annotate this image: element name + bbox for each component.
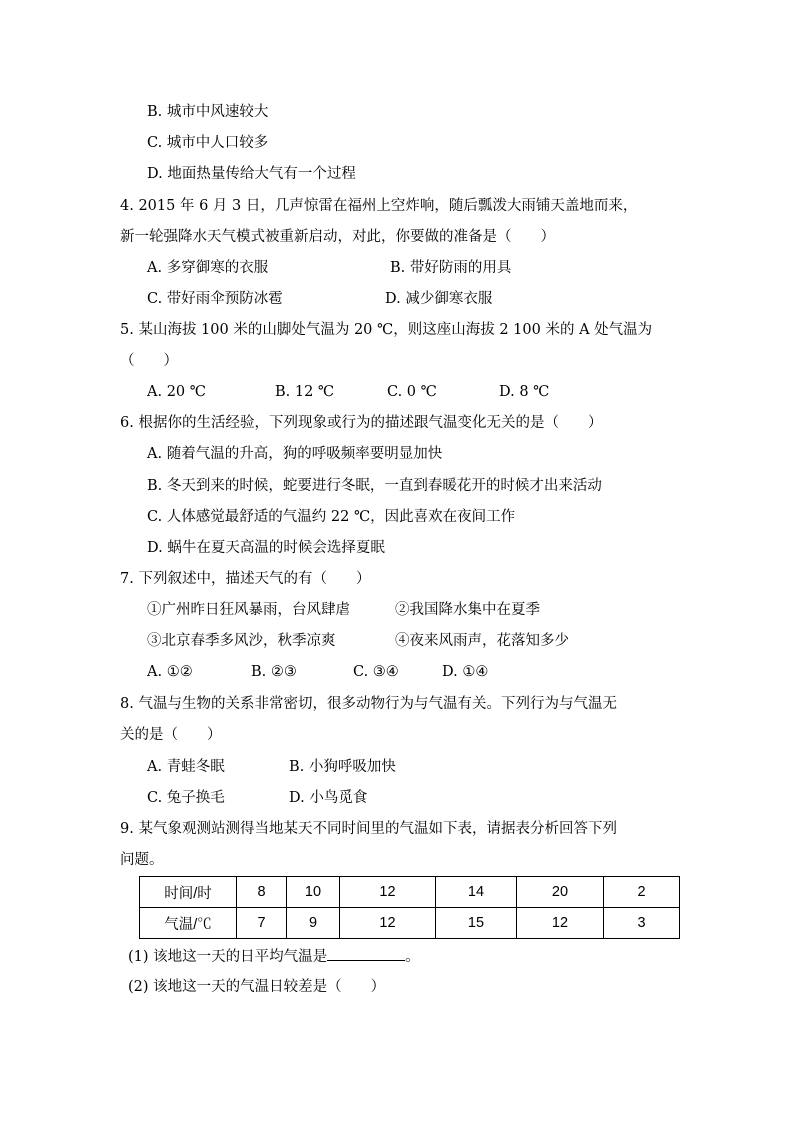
q9-sub2: (2) 该地这一天的气温日较差是（ ） (128, 979, 386, 995)
q5-option-a: A. 20 ℃ (147, 384, 206, 400)
q7-stem: 7. 下列叙述中，描述天气的有（ ） (120, 571, 371, 587)
q4-option-a: A. 多穿御寒的衣服 (147, 260, 269, 276)
q9-sub1-suffix: 。 (405, 949, 420, 965)
table-cell: 12 (517, 908, 604, 939)
q7-statements-row1 (147, 600, 647, 620)
table-cell: 2 (604, 877, 680, 908)
table-cell: 20 (517, 877, 604, 908)
q3-option-c: C. 城市中人口较多 (147, 135, 269, 151)
q5-option-c: C. 0 ℃ (387, 384, 437, 400)
q7-statement-4: ④夜来风雨声，花落知多少 (395, 633, 569, 649)
table-header-temp: 气温/℃ (140, 908, 237, 939)
table-cell: 8 (237, 877, 287, 908)
table-cell: 12 (340, 908, 436, 939)
q7-statement-1: ①广州昨日狂风暴雨，台风肆虐 (147, 602, 350, 618)
table-cell: 12 (340, 877, 436, 908)
q7-statement-2: ②我国降水集中在夏季 (395, 602, 540, 618)
q4-options-row1 (147, 258, 647, 278)
table-row (140, 908, 680, 939)
table-header-time: 时间/时 (140, 877, 237, 908)
q7-options-row (147, 662, 647, 682)
q7-statements-row2 (147, 631, 647, 651)
q4-options-row2 (147, 289, 647, 309)
table-cell: 10 (287, 877, 340, 908)
q6-option-a: A. 随着气温的升高，狗的呼吸频率要明显加快 (147, 446, 443, 462)
q8-option-d: D. 小鸟觅食 (289, 790, 368, 806)
table-cell: 7 (237, 908, 287, 939)
q8-option-a: A. 青蛙冬眠 (147, 759, 225, 775)
q7-option-c: C. ③④ (353, 664, 399, 680)
q4-option-c: C. 带好雨伞预防冰雹 (147, 291, 283, 307)
q5-option-d: D. 8 ℃ (499, 384, 550, 400)
q5-stem-line2: （ ） (120, 353, 178, 369)
q7-option-b: B. ②③ (251, 664, 297, 680)
q8-option-b: B. 小狗呼吸加快 (289, 759, 396, 775)
q3-option-b: B. 城市中风速较大 (147, 104, 269, 120)
q8-stem-line2: 关的是（ ） (120, 727, 222, 743)
temperature-table (139, 876, 680, 939)
q8-options-row1 (147, 757, 647, 777)
table-cell: 3 (604, 908, 680, 939)
q9-sub1-answer-blank[interactable] (327, 946, 405, 961)
q6-option-d: D. 蜗牛在夏天高温的时候会选择夏眠 (147, 540, 385, 556)
table-cell: 15 (436, 908, 517, 939)
q7-option-a: A. ①② (147, 664, 193, 680)
q9-sub1-prefix: (1) 该地这一天的日平均气温是 (128, 949, 328, 965)
q8-options-row2 (147, 788, 647, 808)
q4-option-d: D. 减少御寒衣服 (385, 291, 493, 307)
q5-option-b: B. 12 ℃ (275, 384, 335, 400)
q9-stem-line1: 9. 某气象观测站测得当地某天不同时间里的气温如下表，请据表分析回答下列 (120, 821, 617, 837)
q6-option-b: B. 冬天到来的时候，蛇要进行冬眠，一直到春暖花开的时候才出来活动 (147, 478, 602, 494)
q7-option-d: D. ①④ (442, 664, 489, 680)
table-cell: 9 (287, 908, 340, 939)
q9-sub1 (128, 946, 420, 967)
table-row (140, 877, 680, 908)
q4-stem-line2: 新一轮强降水天气模式被重新启动，对此，你要做的准备是（ ） (120, 229, 555, 245)
q8-option-c: C. 兔子换毛 (147, 790, 225, 806)
q5-stem-line1: 5. 某山海拔 100 米的山脚处气温为 20 ℃，则这座山海拔 2 100 米的 A 处气温为 (120, 322, 653, 338)
q3-option-d: D. 地面热量传给大气有一个过程 (147, 166, 356, 182)
q9-stem-line2: 问题。 (120, 852, 164, 868)
q7-statement-3: ③北京春季多风沙，秋季凉爽 (147, 633, 336, 649)
q6-stem: 6. 根据你的生活经验，下列现象或行为的描述跟气温变化无关的是（ ） (120, 415, 603, 431)
q4-stem-line1: 4. 2015 年 6 月 3 日，几声惊雷在福州上空炸响，随后瓢泼大雨铺天盖地而来， (120, 198, 638, 214)
q6-option-c: C. 人体感觉最舒适的气温约 22 ℃，因此喜欢在夜间工作 (147, 509, 516, 525)
table-cell: 14 (436, 877, 517, 908)
q8-stem-line1: 8. 气温与生物的关系非常密切，很多动物行为与气温有关。下列行为与气温无 (120, 696, 617, 712)
q4-option-b: B. 带好防雨的用具 (390, 260, 512, 276)
q5-options-row (147, 382, 647, 402)
